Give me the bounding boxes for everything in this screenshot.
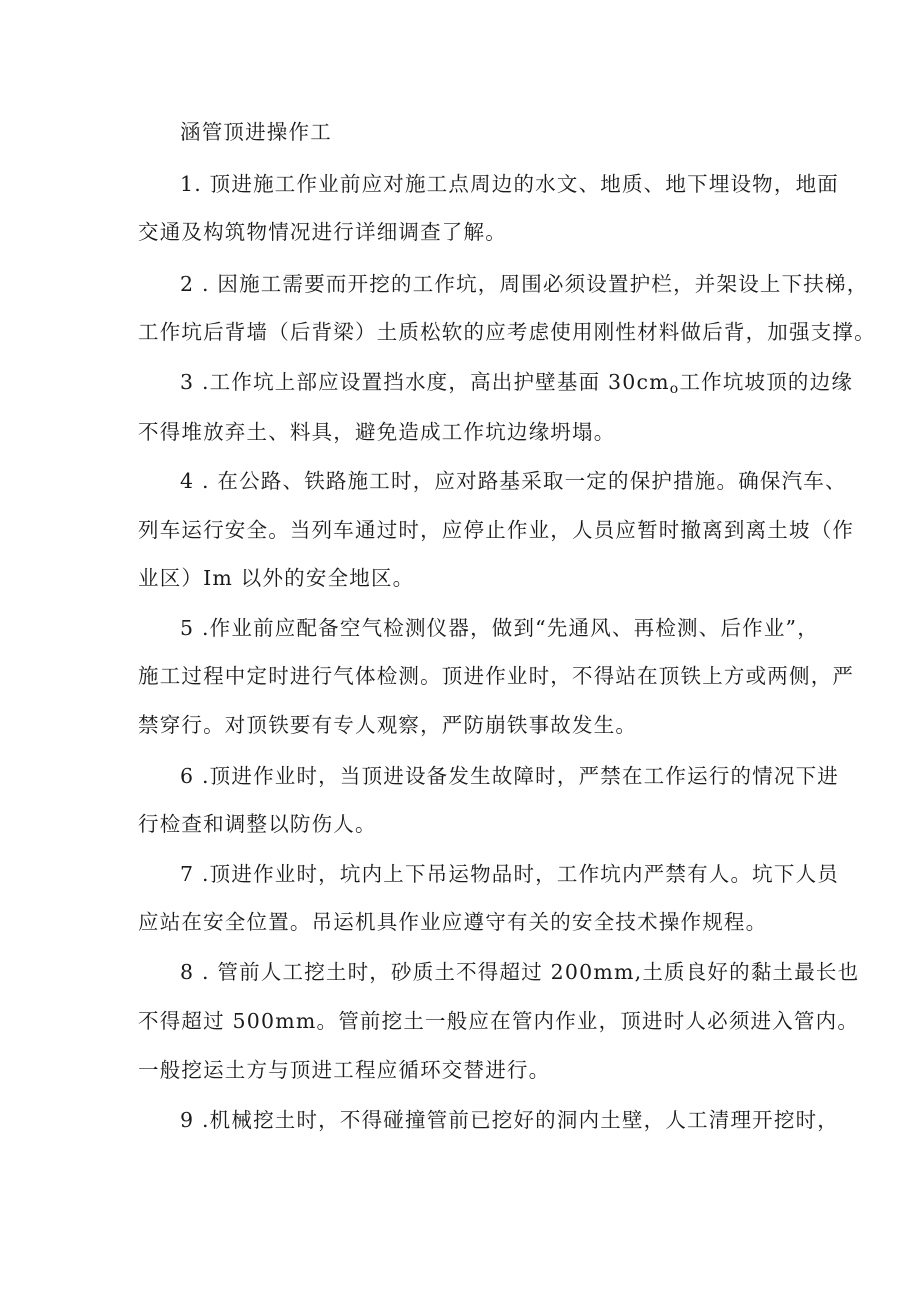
paragraph-4-line-2: 列车运行安全。当列车通过时，应停止作业，人员应暂时撤离到离土坡（作 (138, 518, 855, 542)
paragraph-1-line-2: 交通及构筑物情况进行详细调查了解。 (138, 220, 507, 244)
paragraph-6-line-2: 行检查和调整以防伤人。 (138, 812, 377, 836)
paragraph-5-line-3: 禁穿行。对顶铁要有专人观察，严防崩铁事故发生。 (138, 713, 638, 737)
paragraph-7-line-1: 7 .顶进作业时，坑内上下吊运物品时，工作坑内严禁有人。坑下人员 (180, 862, 839, 886)
paragraph-1-line-1: 1. 顶进施工作业前应对施工点周边的水文、地质、地下埋设物，地面 (180, 172, 839, 196)
paragraph-2-line-2: 工作坑后背墙（后背梁）土质松软的应考虑使用刚性材料做后背，加强支撑。 (138, 320, 876, 344)
document-title: 涵管顶进操作工 (180, 120, 332, 144)
paragraph-3-line-1-text: 3 .工作坑上部应设置挡水度，高出护壁基面 30cm (180, 370, 670, 394)
paragraph-2-line-1: 2 . 因施工需要而开挖的工作坑，周围必须设置护栏，并架设上下扶梯， (180, 272, 869, 296)
paragraph-8-line-1: 8 . 管前人工挖土时，砂质土不得超过 200mm,土质良好的黏土最长也 (180, 960, 860, 984)
paragraph-9-line-1: 9 .机械挖土时，不得碰撞管前已挖好的洞内土壁，人工清理开挖时， (180, 1108, 839, 1132)
paragraph-4-line-1: 4 . 在公路、铁路施工时，应对路基采取一定的保护措施。确保汽车、 (180, 469, 847, 493)
paragraph-8-line-3: 一般挖运土方与顶进工程应循环交替进行。 (138, 1058, 551, 1082)
paragraph-3-line-1 (180, 368, 854, 403)
paragraph-5-line-2: 施工过程中定时进行气体检测。顶进作业时，不得站在顶铁上方或两侧，严 (138, 664, 855, 688)
paragraph-3-line-1-tail: 工作坑坡顶的边缘 (679, 370, 854, 394)
paragraph-5-line-1: 5 .作业前应配备空气检测仪器，做到“先通风、再检测、后作业”， (180, 616, 819, 640)
paragraph-6-line-1: 6 .顶进作业时，当顶进设备发生故障时，严禁在工作运行的情况下进 (180, 764, 839, 788)
paragraph-8-line-2: 不得超过 500mm。管前挖土一般应在管内作业，顶进时人必须进入管内。 (138, 1009, 860, 1033)
paragraph-3-subscript: o (669, 381, 680, 397)
paragraph-3-line-2: 不得堆放弃土、料具，避免造成工作坑边缘坍塌。 (138, 420, 616, 444)
paragraph-7-line-2: 应站在安全位置。吊运机具作业应遵守有关的安全技术操作规程。 (138, 910, 768, 934)
paragraph-4-line-3: 业区）Im 以外的安全地区。 (138, 566, 415, 590)
